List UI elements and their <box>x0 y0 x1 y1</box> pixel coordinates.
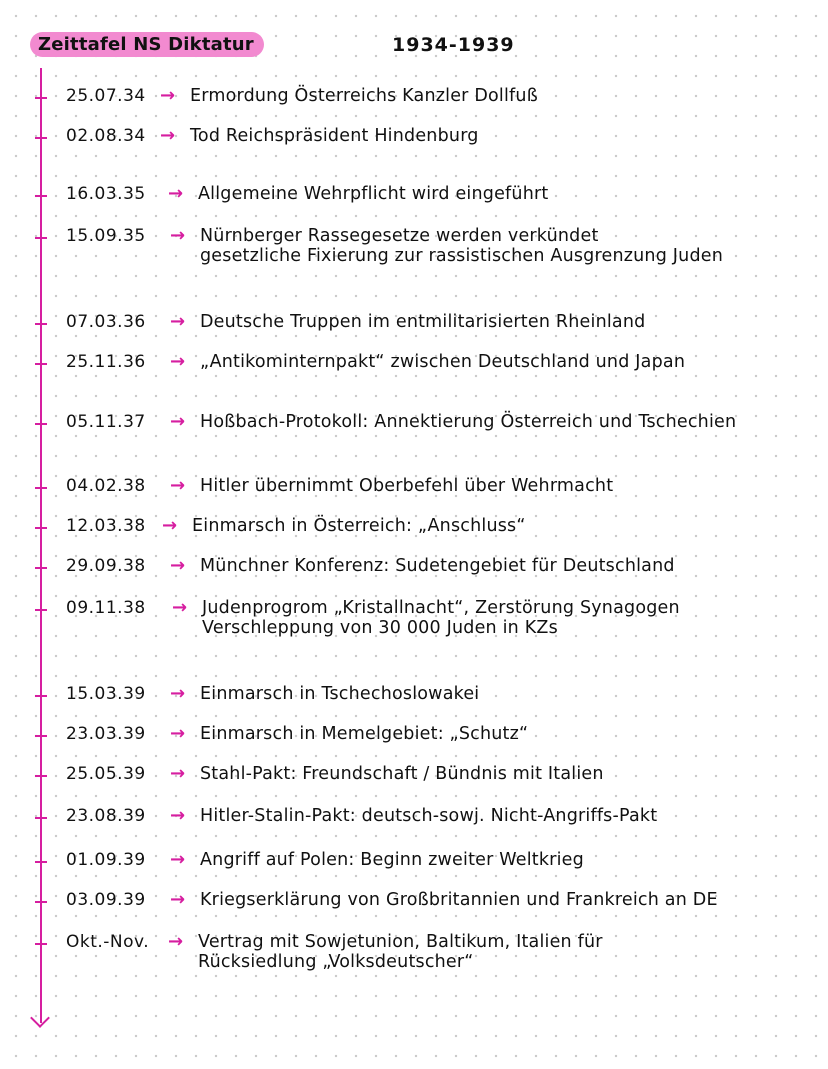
arrow-right-icon: → <box>170 723 186 744</box>
event-text-line: Hitler-Stalin-Pakt: deutsch-sowj. Nicht-Angriffs-Pakt <box>200 806 658 826</box>
arrow-right-icon: → <box>170 889 186 910</box>
event-text-line: Kriegserklärung von Großbritannien und Frankreich an DE <box>200 890 718 910</box>
event-text-line: Hoßbach-Protokoll: Annektierung Österreich und Tschechien <box>200 412 737 432</box>
year-range: 1934-1939 <box>392 34 515 56</box>
event-text-line: Rücksiedlung „Volksdeutscher“ <box>198 952 474 972</box>
event-date: Okt.-Nov. <box>66 932 150 952</box>
event-text-line: Allgemeine Wehrpflicht wird eingeführt <box>198 184 549 204</box>
timeline-tick <box>35 943 47 945</box>
event-date: 25.05.39 <box>66 764 146 784</box>
event-date: 15.09.35 <box>66 226 146 246</box>
event-date: 04.02.38 <box>66 476 146 496</box>
arrow-down-icon <box>30 1008 50 1028</box>
event-text-line: Nürnberger Rassegesetze werden verkündet <box>200 226 599 246</box>
event-text <box>200 850 584 870</box>
arrow-right-icon: → <box>160 125 176 146</box>
event-text <box>200 312 645 332</box>
event-text-line: „Antikominternpakt“ zwischen Deutschland und Japan <box>200 352 686 372</box>
event-text <box>200 226 723 266</box>
event-text-line: Judenprogrom „Kristallnacht“, Zerstörung Synagogen <box>202 598 680 618</box>
event-text <box>200 724 528 744</box>
event-text-line: Hitler übernimmt Oberbefehl über Wehrmacht <box>200 476 614 496</box>
event-text <box>200 764 604 784</box>
event-date: 12.03.38 <box>66 516 146 536</box>
timeline-tick <box>35 901 47 903</box>
timeline-tick <box>35 487 47 489</box>
timeline-tick <box>35 817 47 819</box>
event-text <box>198 184 548 204</box>
timeline-tick <box>35 137 47 139</box>
event-date: 01.09.39 <box>66 850 146 870</box>
timeline-tick <box>35 195 47 197</box>
arrow-right-icon: → <box>172 597 188 618</box>
arrow-right-icon: → <box>170 555 186 576</box>
event-date: 23.08.39 <box>66 806 146 826</box>
event-date: 03.09.39 <box>66 890 146 910</box>
event-text <box>200 476 613 496</box>
event-date: 29.09.38 <box>66 556 146 576</box>
arrow-right-icon: → <box>170 351 186 372</box>
arrow-right-icon: → <box>170 849 186 870</box>
event-text-line: Einmarsch in Österreich: „Anschluss“ <box>192 516 526 536</box>
timeline-tick <box>35 609 47 611</box>
event-text-line: Stahl-Pakt: Freundschaft / Bündnis mit Italien <box>200 764 604 784</box>
event-text-line: Einmarsch in Tschechoslowakei <box>200 684 480 704</box>
event-text <box>192 516 526 536</box>
page-title: Zeittafel NS Diktatur <box>30 32 264 57</box>
event-date: 23.03.39 <box>66 724 146 744</box>
event-text <box>198 932 603 972</box>
timeline-tick <box>35 735 47 737</box>
arrow-right-icon: → <box>168 183 184 204</box>
event-date: 15.03.39 <box>66 684 146 704</box>
arrow-right-icon: → <box>168 931 184 952</box>
event-date: 05.11.37 <box>66 412 146 432</box>
timeline-tick <box>35 775 47 777</box>
event-text-line: Tod Reichspräsident Hindenburg <box>190 126 479 146</box>
event-date: 16.03.35 <box>66 184 146 204</box>
timeline-line <box>40 68 42 1023</box>
event-text-line: Verschleppung von 30 000 Juden in KZs <box>202 618 558 638</box>
arrow-right-icon: → <box>170 475 186 496</box>
arrow-right-icon: → <box>170 805 186 826</box>
event-text-line: Vertrag mit Sowjetunion, Baltikum, Italien für <box>198 932 603 952</box>
timeline-tick <box>35 567 47 569</box>
event-text <box>200 352 685 372</box>
event-text-line: gesetzliche Fixierung zur rassistischen Ausgrenzung Juden <box>200 246 724 266</box>
event-text-line: Ermordung Österreichs Kanzler Dollfuß <box>190 86 538 106</box>
arrow-right-icon: → <box>170 683 186 704</box>
timeline-tick <box>35 323 47 325</box>
event-date: 25.07.34 <box>66 86 146 106</box>
header <box>30 32 808 60</box>
arrow-right-icon: → <box>170 311 186 332</box>
event-text <box>190 86 538 106</box>
event-text <box>200 684 479 704</box>
timeline-tick <box>35 423 47 425</box>
arrow-right-icon: → <box>162 515 178 536</box>
event-date: 25.11.36 <box>66 352 146 372</box>
event-text <box>190 126 479 146</box>
event-text-line: Deutsche Truppen im entmilitarisierten Rheinland <box>200 312 646 332</box>
timeline-tick <box>35 861 47 863</box>
event-date: 09.11.38 <box>66 598 146 618</box>
event-date: 07.03.36 <box>66 312 146 332</box>
arrow-right-icon: → <box>170 763 186 784</box>
timeline-tick <box>35 527 47 529</box>
arrow-right-icon: → <box>170 225 186 246</box>
event-text <box>202 598 680 638</box>
arrow-right-icon: → <box>170 411 186 432</box>
event-text <box>200 556 675 576</box>
event-text-line: Einmarsch in Memelgebiet: „Schutz“ <box>200 724 529 744</box>
timeline-tick <box>35 363 47 365</box>
timeline-tick <box>35 695 47 697</box>
event-text-line: Münchner Konferenz: Sudetengebiet für Deutschland <box>200 556 675 576</box>
timeline-tick <box>35 237 47 239</box>
event-date: 02.08.34 <box>66 126 146 146</box>
arrow-right-icon: → <box>160 85 176 106</box>
event-text-line: Angriff auf Polen: Beginn zweiter Weltkrieg <box>200 850 584 870</box>
event-text <box>200 890 718 910</box>
event-text <box>200 412 736 432</box>
timeline-tick <box>35 97 47 99</box>
event-text <box>200 806 657 826</box>
